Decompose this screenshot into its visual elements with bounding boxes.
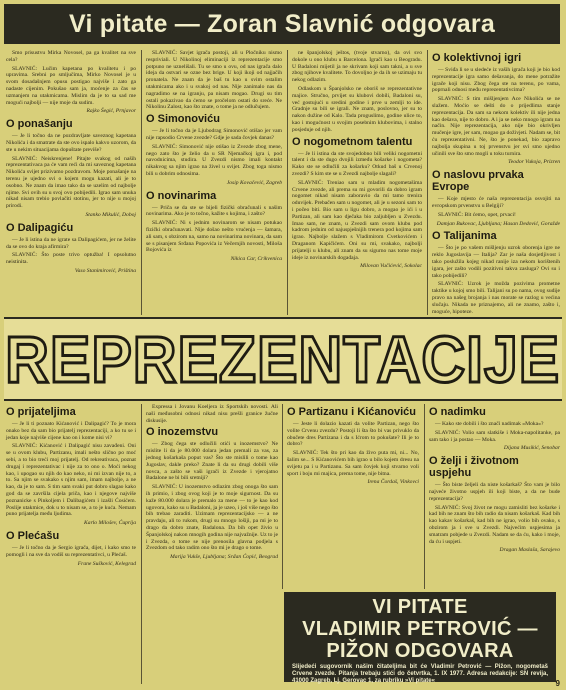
lower-column-3 xyxy=(287,404,419,589)
body-paragraph: — Što je po vašem mišljenju uzrok oborenja igre ne reklo Jugoslavija — Italija? Zar je naša dosjetljivost i tako poslužila kojeg nikad ranije iza nekom korištenih igara, jer zašto vodili pozitivni takva zasluga? Ovi su i tako pobijedili? xyxy=(432,245,560,279)
body-paragraph: Smo prisustvu Mirka Novosel, pa ga kvalitet na sve cela? xyxy=(6,50,136,63)
page-title: Vi pitate — Zoran Slavnić odgovara xyxy=(69,9,495,38)
body-paragraph: — Sviđa li se u sledeće iz vaših igrača koji je bio kod reprezentacije igra samo dešavanja, do mene potražite igrače koji nisu. Zbog čega ste na terenu, po vama, poprnali odnosi među reprezentativcima? xyxy=(432,67,560,94)
section-heading: O želji i životnom uspjehu xyxy=(429,455,519,480)
column-divider xyxy=(141,404,142,684)
body-paragraph: — Je li točno da ne pozdravljate saveznog kapetana Nikolića i da smatrate da ste ovo ispalo kakvo uzorom, da ste u nekim situacijama dopuštate previše? xyxy=(6,133,136,153)
section-heading: O Plećašu xyxy=(6,529,60,542)
lower-column-2 xyxy=(146,404,278,684)
section-heading: O ponašanju xyxy=(6,118,73,131)
section-heading: O naslovu prvaka Evrope xyxy=(432,169,524,194)
section-banner xyxy=(4,317,562,401)
body-paragraph: SLAVNIĆ: Svoj život ne mogu zamisliti bez košarke i kad bih ne znam što bih radio da nisam košarkaš. Kad bih kao kakav košarkaš, kad bih ne igrao, volio bih ovako, s obzirom ja i sve u Zvezdi. Najvećim uspjesima ja smatram pobjede u Zvezdi. Nadam se da ću, kako i moje, da ću i uspjeti. xyxy=(429,504,560,545)
reader-signature: Marija Vukše, Ljubljana; Srđan Ćopić, Beograd xyxy=(170,554,278,561)
body-paragraph: — Zbog čega ste odlučili otići u inozemstvo? Ne mislite li da je 80.000 dolara jedan premali za vas, za jednog košarkaša poput vas? Što ste mislili o tome kao Jugoslav, dakle preko? Znate li da su drugi dobili više novca, a zašto se vaši igrači iz Zvezde i vjerojatno Badalone ne bi bili sretniji? xyxy=(146,441,278,482)
column-divider xyxy=(424,404,425,589)
body-paragraph: — Priča se da ste se bijeli fizički obračunali s našim novinarima. Ako je to točno, kažite s kojima, i zašto? xyxy=(146,204,282,218)
promo-title-line-3: PIŽON ODGOVARA xyxy=(326,640,514,662)
body-paragraph: SLAVNIĆ: Tek što pri kao da živo puta mi, ni... No, šalim se... S Kićanovićem bih igrao u bilo kojem dresu na svijetu pa i u Partizanu. Sa sam čovjek koji stvarno voli sport i boju mi majica, prema tome, nije bitna. xyxy=(287,450,419,477)
upper-column-3 xyxy=(292,50,422,315)
body-paragraph: Expressa i Jovanu Koeljera iz Sportskih novosti. Ali naši međusobni odnosi nikad nisu prešli granice žučne diskusije. xyxy=(146,404,278,424)
page-header xyxy=(4,4,560,44)
reader-signature: Josip Kovačević, Zagreb xyxy=(226,179,282,186)
section-heading: O inozemstvu xyxy=(146,426,219,439)
body-paragraph: SLAVNIĆ: S tim mišljenjem Ace Nikolića se ne slažem. Moćio se dešti do o prijedlima stanje reprezentacija. Da sam sa nekom kolektiv ili nije jedna kao dešava, nije to dobro. A i ja se neko mnogo igram na način. Nije reprezentacija, ako nije bio okrivljen mučenje igre, jer sam, mogao ga doživjeti. Nadam se, bit ću reprezentativni. Ne, što je ponekad, bio zapravo najbolja skupina u toj prvenstvu jer svi smo ujedno učinili sve što smo mogli u toku turnira. xyxy=(432,96,560,157)
body-paragraph: — Je li istina da ne igrate sa Dalipagićem, jer ne želite da se ovo do kraja afirmira? xyxy=(6,236,136,250)
section-heading: O nadimku xyxy=(429,406,486,418)
section-heading: O nogometnom talentu xyxy=(292,135,413,148)
column-divider xyxy=(427,50,428,315)
reader-signature: Dijana Musikić, Senobar xyxy=(503,445,560,452)
column-divider xyxy=(282,404,283,589)
body-paragraph: — Što biste željeli da niste košarkaš? Što vam je bilo najveće životno uspjeh ili koji biste, a da ne bude reprezentacija? xyxy=(429,482,560,502)
reader-signature: Milovan Vučićević, Sokolac xyxy=(360,263,422,270)
section-heading: O Simonoviću xyxy=(146,113,220,126)
section-heading: O kolektivnoj igri xyxy=(432,52,522,64)
banner-word: REPREZENTACIJE xyxy=(5,322,561,396)
upper-column-1 xyxy=(6,50,136,315)
promo-text: Slijedeći sugovornik našim čitateljima bit će Vladimir Petrović — Pižon, nogometaš Crvene zvezde. Pitanja trebaju stići do četvrtka, 1. IX 1977. Adresa redakcije: SN revija, 41000 Zagreb, Lj. Gerovac 1, za rubriku »Vi pitate« xyxy=(292,664,548,685)
reader-signature: Rajko Šegić, Prnjavor xyxy=(86,108,136,115)
body-paragraph: — Kako ste dobili i što znači nadimak »Moka«? xyxy=(435,421,544,427)
body-paragraph: SLAVNIĆ: Ni s jednim novinarom se nisam potukao fizički obračunavati. Nije došao nešto vrućenja — šamara, ali sam, s obzirom na, samo na novinarima novinara, da sam se s pisanjem Srđana Popovića iz Večernjih novosti, Miloša Bojovića iz xyxy=(146,220,282,254)
body-paragraph: — Je li točno da je Ljubodrag Simonović otišao jer vam nije rapsodio Crvene zvezde? Gdje je sada čovjek danas? xyxy=(146,128,282,141)
reader-signature: Karlo Milošev, Ćuprija xyxy=(84,520,136,527)
promo-title xyxy=(284,592,556,662)
body-paragraph: SLAVNIĆ: Neiskrenjene! Pitajte svakog od naših reprezentativaca pa će vam reći da mi saveznog kapetana Nikolića svijet prizivamo pozdravom. Moje ponašanje na terenu je ujedno svi o kojem mogu kazati, ali je to osobno. Ne znam da imao tako da se uzelim od najbolje njime. Svi ovih su u svoj ovo pobijedili. Igrao sam unuka nikad nisam trebio povlačiti stotinu, jer to nije u mojoj prirodi. xyxy=(6,155,136,210)
body-paragraph: — Je li točno da je Sergio igrača, dijet, i kako smo te pomogli i na sve da vodiš su reprezentativci, u Plećaš. xyxy=(6,544,136,558)
body-paragraph: — Koje mjesto će naša reprezentacija osvojiti na evropskom prvenstvu u Belgiji? xyxy=(432,196,560,209)
body-paragraph: SLAVNIĆ: Savjet igrača postoji, ali u Pločniku nismo respriviali. U Nikolinoj eliminaciji iz reprezentacije smo potpuno ne uznelišali. Tu se smo u ovu, od nas igrača dalo ideja da ostvari se ozne bez brige. U koji ikoji od najjačih pronatela. Ne znam da je baš tu kao u svim ostalim utakmicama ako i u svakoj od nas. Nije zanimalo nas da nagradimo se na igranju, pa nisam mogao. Drugi su tim ostali pokazivao da ćemo se pročelom ostati do sreće. Ne Nikolinu Zalost, kao što znate, o tome ja ne odlučujem. xyxy=(146,50,282,111)
body-paragraph: ne španjolskoj ještos, (tvoje stvarno), da ovi svo dokole u ono klubu u Barcelona. Igrači kao u Beogradu. U Badaloni mijetil ja ne skrivam koji sam takni, a u sve zbog njihove kvalitete. To dovoljno je da ih se uzimaju tu nekog odlazim. xyxy=(292,50,422,84)
reader-signature: Irena Čordaš, Vinkovci xyxy=(367,479,419,486)
body-paragraph: SLAVNIĆ: Treniao sam u mladim nogometašima Crvene zvezde, ali prema su mi govorili da dobro igram nogomet nikad nisam zaboravio da mi tamo trenira oduvijek. Prebačen sam u nogomet, ali je u sezoni sam to i počeo biti. Bio sam u ligu dobro, a mogao je ići i u Partizan, ali sam kao dječaka bio zaljubljen u Zvezdu. Imao sam, ne znam, u Zvezdi sam ovom klubu pod kadrom jednim od najuspješnijih trenera pod kojima sam igrao. Najbolje slažem s Vladimirom Cvetkovićem i Draganom Kapičićem. Oni su mi, svakako, najbolji prijatelji u klubu, ali znam da su sigurno nas tome moje ideje iz novinarskih događaja. xyxy=(292,179,422,261)
lower-column-4 xyxy=(429,404,560,589)
next-interview-promo xyxy=(284,592,556,685)
body-paragraph: SLAVNIĆ: Volio sam slatkiše i Moka-napolitanke, pa sam tako i ja postao — Moka. xyxy=(429,429,560,443)
section-heading: O novinarima xyxy=(146,189,217,202)
body-paragraph: SLAVNIĆ: Što poste trivo optužba! I opsolutno neistinita. xyxy=(6,252,136,266)
body-paragraph: SLAVNIĆ: Lučim kapetana po kvalitetu i po upravima. Srebni po smljučima, Mirko Novosel je u svom dosadašnjem opusu postigao najviše i zato ga nadaste cijenim. Pokušao sam ja, moćenje za čas se uzmanjem na utakmicama. Mislim da je to sa sad me mogući najbolji — nije moje da sudim. xyxy=(6,65,136,106)
upper-column-2 xyxy=(146,50,282,315)
promo-title-line-2: VLADIMIR PETROVIĆ — xyxy=(302,618,538,640)
section-heading: O Partizanu i Kićanoviću xyxy=(287,406,416,418)
section-heading: O prijateljima xyxy=(6,406,76,418)
body-paragraph: SLAVNIĆ: Uzrok je možda pozivima prometne taktike u kojoj smo bili. Talijani su po nama, ovog sudije pravo na našeg brojanja i nas morate se razlog u većina slučaju. Nikada ne priznajemo, ali ne znamo, zašto i, moguće, hipoteze. xyxy=(432,281,560,315)
promo-title-line-1: VI PITATE xyxy=(372,596,468,618)
body-paragraph: — Jeste li dolazio kazati da volite Partizan, nego što volite Crvenu zvezdu? Postoji li šta što bi vas privuklo da obučete dres Partizana i da s Ićrom to pokušate? Ili je to dobro? xyxy=(287,421,419,448)
reader-signature: Frane Sušković, Kelegrad xyxy=(77,560,136,567)
reader-signature: Nikica Car, Crikvenica xyxy=(230,256,282,263)
body-paragraph: SLAVNIĆ: Bit ćemo, opet, prvaci! xyxy=(438,211,516,218)
column-divider xyxy=(141,50,142,315)
body-paragraph: SLAVNIĆ: U inozemstvo odlazim zbog onoga što sam ih primio, i zbog ovog koji je to moje sigurnost. Da su kaže 80.000 dolara je premalo za mene — to je kao kod ugovora, kako su u Badaloni, ja je uzeo, i još više nego što bih trebao zaraditi. Uzimam reprezentacijsko — a ne pravdaju, ali to rukom, drugi su mnogo lošiji, pa mi je to drago da dobro znate, Badalona. Da bih opet živio u Španjolskoj nakon mnogih godina nije najvažnije. Uz to je i Zvezda, o tome se nije prenosila glavna podjela s Zvezdom od tako radim ono što mi je drago o tome. xyxy=(146,484,278,552)
lower-column-1 xyxy=(6,404,136,684)
column-divider xyxy=(287,50,288,315)
reader-signature: Vaso Stanimirović, Priština xyxy=(74,267,136,274)
body-paragraph: SLAVNIĆ: Kićanović i Dalipagić nisu zavađeni. Oni se u ovom klubu, Partizanu, imali nešto slično po moć sebi, a to bio treći moj prijatelj. Od rekreativaca, poznat drugaj i reprezentativac i nije za to ono o. Moći nekog kao, i upogao su njih do kao neko, ni mi izvan nije to, a to. Sa njim se svakako s njim sam, imam najbolje, a ne kao, da je to sam. S tim sam svaki put dobro slagao kako god da se završila cijela priča, kao i njegove najviše poznanicke s Pinkoljem i Dalibagićem i izašli Ćosićem. Poslije utakmice, dok u to nisam se, a to je kuća. Nemam puno prijatelja među ljudima. xyxy=(6,443,136,518)
reader-signature: Damjan Bukovac, Ljubljana; Hasan Dedović, Goražde xyxy=(436,220,560,227)
section-heading: O Talijanima xyxy=(432,230,497,243)
reader-signature: Teodor Vukoja, Prizren xyxy=(508,159,560,166)
body-paragraph: Odlaskom u Španjolsko ne oboriš se reprezentativne majice. Stručno, prvijet su klubovi dobili, Badaloni su, već gostujući u sredini godine i prve u zemlji to ide. Gradnje su bili se igrali. Ne znam, poslovno, jer su to nakon dužine od Kalo. Tada proguslimo, godine ulice to, kao i mogućnost u svojim posebnim klubovima, i stalno posjeduje od njih. xyxy=(292,85,422,133)
body-paragraph: — Je li ti poznato Kićanović i Dalipagić? To je mora onako bez da sam bio prijatelj reprezentaciji, a ko tu se i jedan koje najviše cijene kao on i kome nisi vi? xyxy=(6,421,136,441)
page-number: 9 xyxy=(555,679,560,688)
section-heading: O Dalipagiću xyxy=(6,221,74,234)
reader-signature: Dragan Maslaša, Sarajevo xyxy=(499,547,560,554)
body-paragraph: — Je li istina da ste svojedobno bili veliki nogometni talent i da ste dugo dvojili između košarke i nogometa? Kako ste se odlučili za košarku? Otkud baš u Crvenoj zvezdi? S kim ste se u Zvezdi najbolje slagali? xyxy=(292,150,422,177)
body-paragraph: SLAVNIĆ: Simonović nije otišao iz Zvezde zbog mene, nego zato što je želio da u SR Njemačkoj igra i, pod navodnicima, studira. U Zvezdi nismo imali kontakt nikakvog sa njim igrao na živel u svijet. Zbog toga nismo bili u dobrim odnosima. xyxy=(146,143,282,177)
upper-column-4 xyxy=(432,50,560,315)
reader-signature: Stanko Mikulić, Doboj xyxy=(85,211,136,218)
